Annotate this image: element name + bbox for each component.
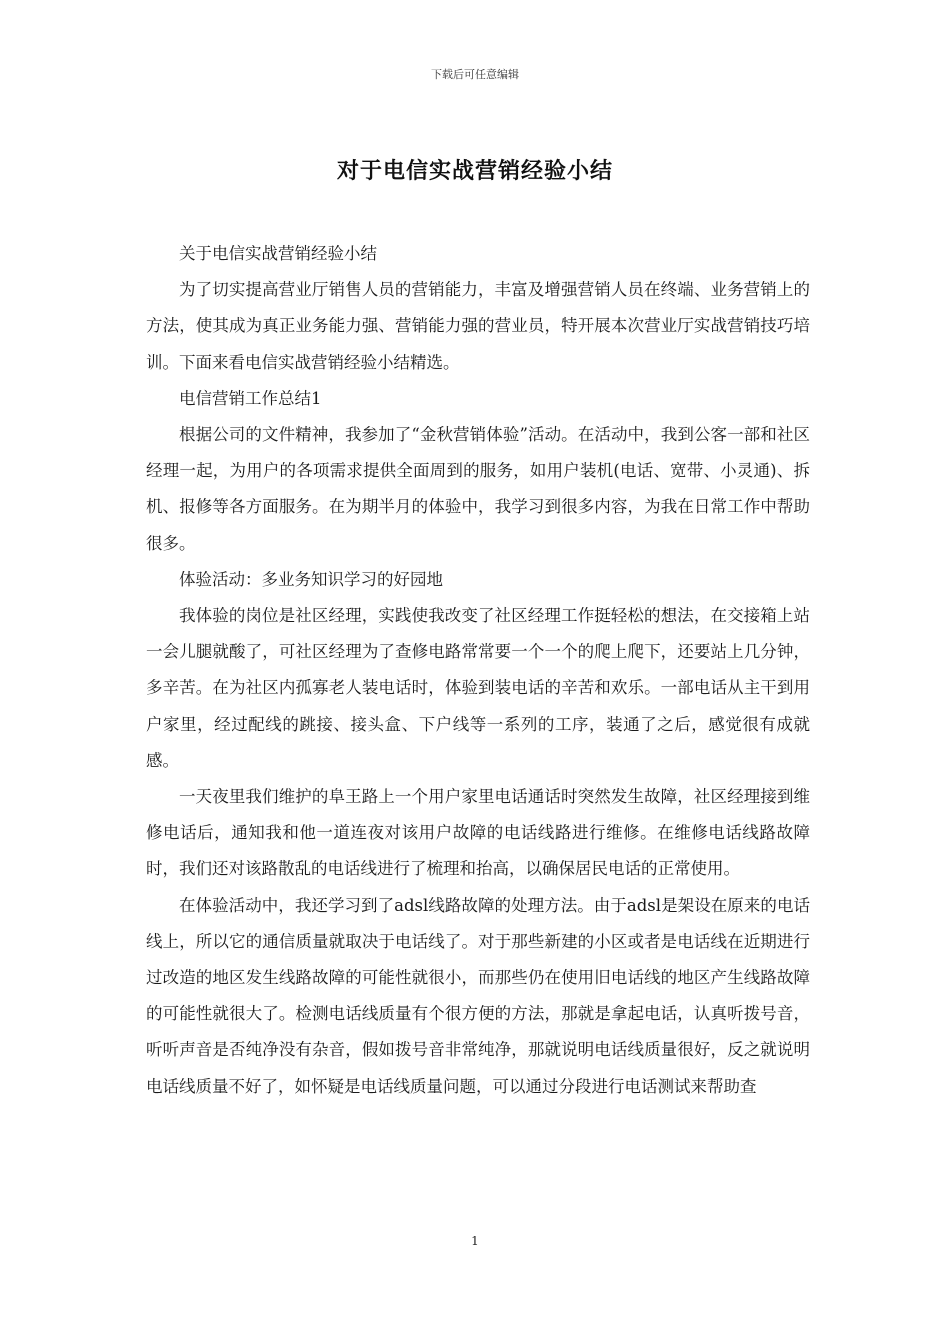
paragraph: 一天夜里我们维护的阜王路上一个用户家里电话通话时突然发生故障，社区经理接到维修电话后，通知我和他一道连夜对该用户故障的电话线路进行维修。在维修电话线路故障时，我们还对该路散乱的电话线进行了梳理和抬高，以确保居民电话的正常使用。 <box>146 787 810 879</box>
document-body <box>146 236 810 1105</box>
paragraph-section-heading: 电信营销工作总结1 <box>179 388 322 408</box>
paragraph-subheading: 体验活动：多业务知识学习的好园地 <box>179 569 443 589</box>
paragraph: 我体验的岗位是社区经理，实践使我改变了社区经理工作挺轻松的想法，在交接箱上站一会儿腿就酸了，可社区经理为了查修电路常常要一个一个的爬上爬下，还要站上几分钟，多辛苦。在为社区内孤寡老人装电话时，体验到装电话的辛苦和欢乐。一部电话从主干到用户家里，经过配线的跳接、接头盒、下户线等一系列的工序，装通了之后，感觉很有成就感。 <box>146 606 810 770</box>
paragraph: 根据公司的文件精神，我参加了“金秋营销体验”活动。在活动中，我到公客一部和社区经理一起，为用户的各项需求提供全面周到的服务，如用户装机(电话、宽带、小灵通)、拆机、报修等各方面服务。在为期半月的体验中，我学习到很多内容，为我在日常工作中帮助很多。 <box>146 425 810 553</box>
paragraph-intro-heading: 关于电信实战营销经验小结 <box>179 244 377 263</box>
document-title: 对于电信实战营销经验小结 <box>336 158 613 184</box>
paragraph-intro: 为了切实提高营业厅销售人员的营销能力，丰富及增强营销人员在终端、业务营销上的方法，使其成为真正业务能力强、营销能力强的营业员，特开展本次营业厅实战营销技巧培训。下面来看电信实战营销经验小结精选。 <box>146 280 810 372</box>
page-header-note: 下载后可任意编辑 <box>431 68 519 81</box>
page-number: 1 <box>471 1234 479 1248</box>
paragraph: 在体验活动中，我还学习到了adsl线路故障的处理方法。由于adsl是架设在原来的电话线上，所以它的通信质量就取决于电话线了。对于那些新建的小区或者是电话线在近期进行过改造的地区发生线路故障的可能性就很小，而那些仍在使用旧电话线的地区产生线路故障的可能性就很大了。检测电话线质量有个很方便的方法，那就是拿起电话，认真听拨号音，听听声音是否纯净没有杂音，假如拨号音非常纯净，那就说明电话线质量很好，反之就说明电话线质量不好了，如怀疑是电话线质量问题，可以通过分段进行电话测试来帮助查 <box>146 895 810 1096</box>
